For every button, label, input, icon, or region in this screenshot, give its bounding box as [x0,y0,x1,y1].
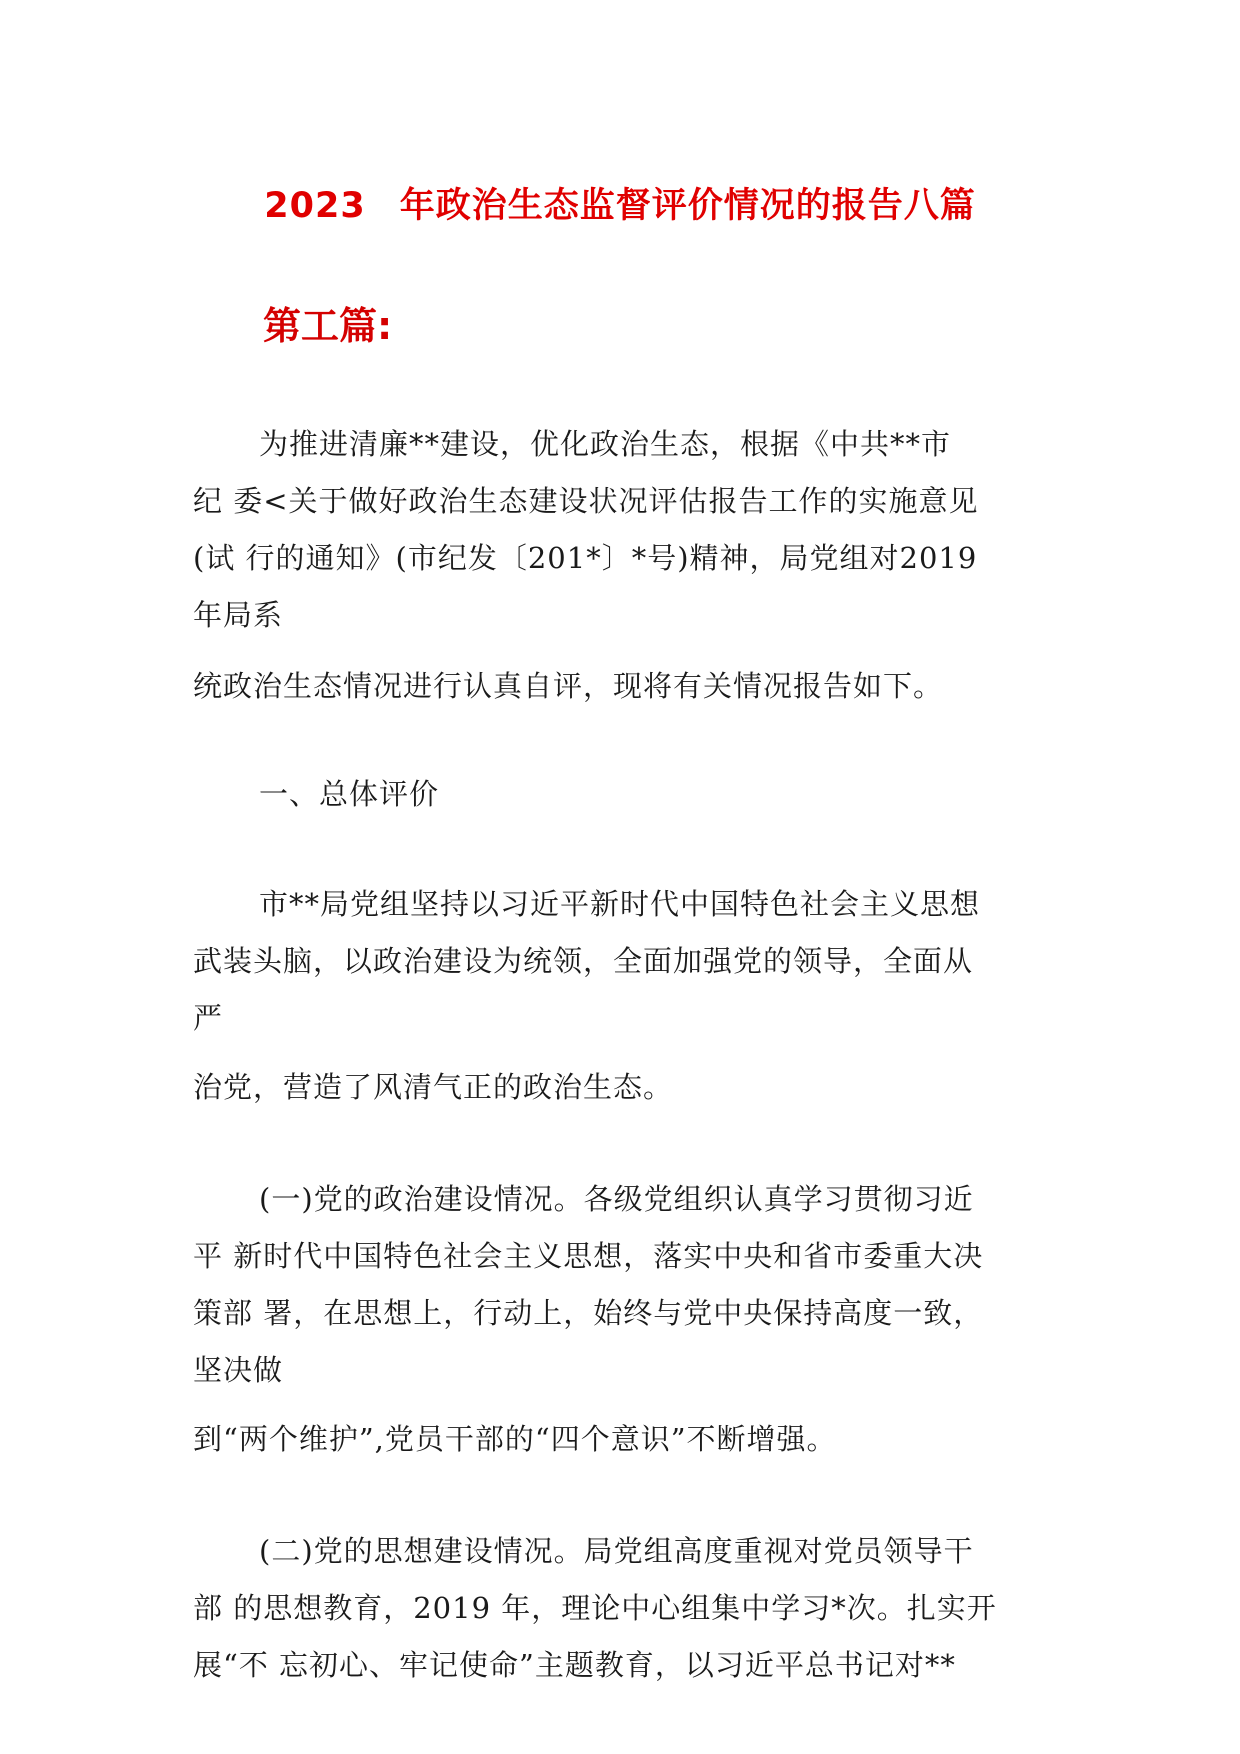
paragraph-line: 展“不 忘初心、牢记使命”主题教育，以习近平总书记对** [193,1648,956,1682]
paragraph-line: 统政治生态情况进行认真自评，现将有关情况报告如下。 [193,669,944,703]
paragraph-line: 坚决做 [193,1353,284,1387]
title-text: 年政治生态监督评价情况的报告八篇 [399,186,976,226]
paragraph-line: 严 [193,1001,224,1035]
section-heading: 一、总体评价 [259,777,440,811]
paragraph-line: 到“两个维护”,党员干部的“四个意识”不断增强。 [193,1422,837,1456]
paragraph-line: (一)党的政治建设情况。各级党组织认真学习贯彻习近 [259,1182,974,1216]
document-title [0,178,1240,228]
paragraph-line: 市**局党组坚持以习近平新时代中国特色社会主义思想 [259,887,981,921]
paragraph-line: 平 新时代中国特色社会主义思想，落实中央和省市委重大决 [193,1239,984,1273]
title-year: 2023 [264,186,366,226]
paragraph-line: 部 的思想教育，2019 年，理论中心组集中学习*次。扎实开 [193,1591,997,1625]
paragraph-line: 为推进清廉**建设，优化政治生态，根据《中共**市 [259,427,952,461]
paragraph-line: 纪 委<关于做好政治生态建设状况评估报告工作的实施意见 [193,484,979,518]
paragraph-line: (试 行的通知》(市纪发〔201*〕*号)精神，局党组对2019 [193,541,978,575]
paragraph-line: 治党，营造了风清气正的政治生态。 [193,1070,674,1104]
paragraph-line: 策部 署，在思想上，行动上，始终与党中央保持高度一致， [193,1296,984,1330]
section-subtitle: 第工篇: [263,304,393,348]
paragraph-line: 年局系 [193,598,284,632]
paragraph-line: 武装头脑，以政治建设为统领，全面加强党的领导，全面从 [193,944,974,978]
paragraph-line: (二)党的思想建设情况。局党组高度重视对党员领导干 [259,1534,974,1568]
